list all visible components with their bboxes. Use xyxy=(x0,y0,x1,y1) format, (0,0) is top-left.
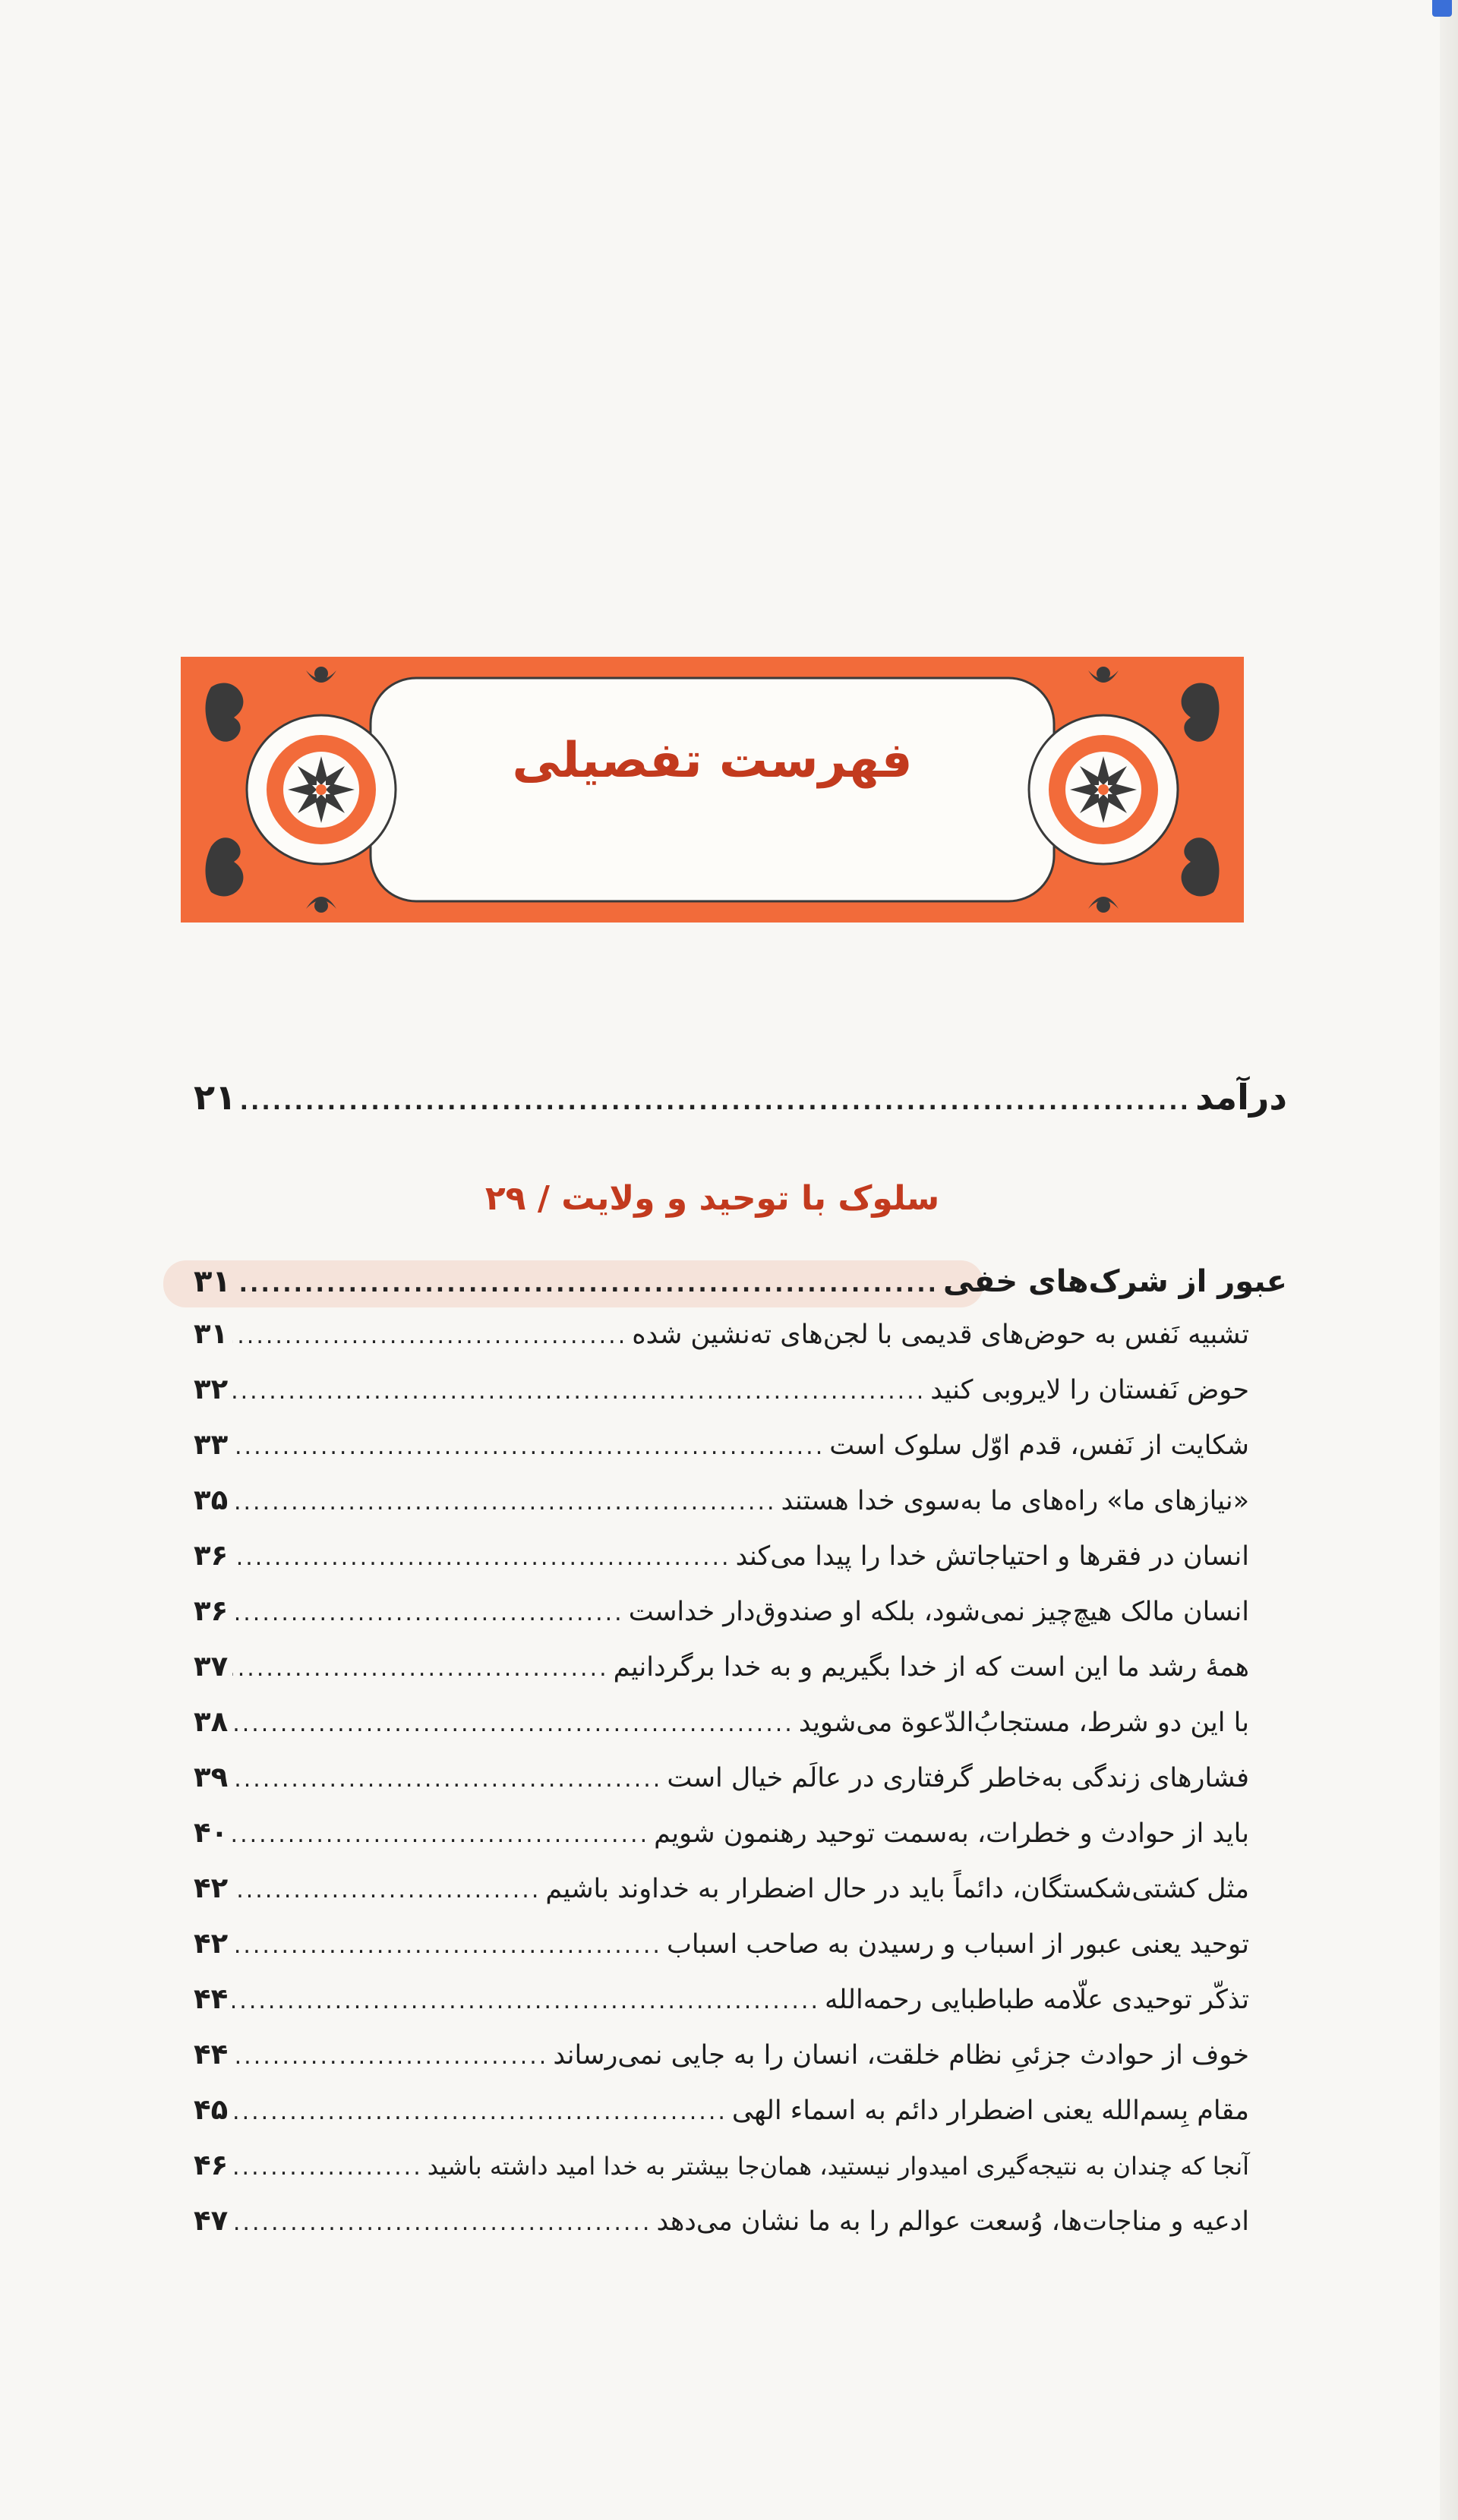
leader-dots xyxy=(232,1932,662,1959)
leader-dots xyxy=(232,1378,926,1405)
leader-dots xyxy=(232,2043,548,2070)
toc-item-page: ۴۴ xyxy=(194,1982,229,2015)
toc-item[interactable] xyxy=(194,1484,1249,1516)
toc-item-label: انسان در فقرها و احتیاجاتش خدا را پیدا می‌کند xyxy=(735,1541,1249,1572)
leader-dots xyxy=(232,2154,423,2181)
toc-item[interactable] xyxy=(194,1982,1249,2015)
toc-item-page: ۳۹ xyxy=(194,1761,229,1793)
toc-chapter-page: ۳۱ xyxy=(194,1264,231,1299)
toc-item-label: شکایت از نَفس، قدم اوّل سلوک است xyxy=(829,1430,1249,1461)
leader-dots xyxy=(232,1766,662,1793)
leader-dots xyxy=(232,1433,825,1460)
toc-item-page: ۳۳ xyxy=(194,1428,229,1461)
toc-item[interactable] xyxy=(194,1373,1249,1405)
toc-item-page: ۳۵ xyxy=(194,1484,229,1516)
toc-item-label: ادعیه و مناجات‌ها، وُسعت عوالم را به ما نشان می‌دهد xyxy=(656,2206,1249,2237)
toc-item-page: ۴۶ xyxy=(194,2149,229,2181)
toc-item-page: ۳۱ xyxy=(194,1317,229,1350)
toc-item-label: خوف از حوادث جزئیِ نظام خلقت، انسان را به جایی نمی‌رساند xyxy=(553,2040,1249,2071)
toc-item-label: مقام بِسم‌الله یعنی اضطرار دائم به اسماء الهی xyxy=(731,2096,1249,2126)
toc-item-label: حوض نَفستان را لایروبی کنید xyxy=(930,1375,1249,1405)
toc-item-label: باید از حوادث و خطرات، به‌سمت توحید رهنمون شویم xyxy=(654,1818,1249,1849)
toc-item-page: ۴۷ xyxy=(194,2204,229,2237)
part-heading: سلوک با توحید و ولایت / ۲۹ xyxy=(484,1179,940,1218)
toc-item[interactable] xyxy=(194,2204,1249,2237)
toc-item-label: آنجا که چندان به نتیجه‌گیری امیدوار نیستید، همان‌جا بیشتر به خدا امید داشته باشید xyxy=(427,2152,1249,2181)
leader-dots xyxy=(232,1489,776,1515)
leader-dots xyxy=(232,1988,820,2014)
leader-dots xyxy=(232,2209,652,2236)
page-edge xyxy=(1440,0,1458,2520)
toc-item-label: انسان مالک هیچ‌چیز نمی‌شود، بلکه او صندوق‌دار خداست xyxy=(628,1597,1249,1627)
leader-dots xyxy=(241,1089,1191,1115)
toc-item[interactable] xyxy=(194,1927,1249,1960)
toc-item-label: با این دو شرط، مستجابُ‌الدّعوة می‌شوید xyxy=(798,1708,1249,1738)
toc-item[interactable] xyxy=(194,1705,1249,1738)
toc-item-page: ۴۲ xyxy=(194,1927,229,1960)
toc-item[interactable] xyxy=(194,1594,1249,1627)
toc-chapter-row[interactable] xyxy=(194,1264,1287,1299)
toc-item-page: ۳۲ xyxy=(194,1373,229,1405)
leader-dots xyxy=(232,1655,608,1682)
toc-item[interactable] xyxy=(194,2093,1249,2126)
toc-item[interactable] xyxy=(194,1872,1249,1904)
toc-item[interactable] xyxy=(194,1761,1249,1793)
leader-dots xyxy=(232,1544,731,1571)
toc-item-page: ۳۶ xyxy=(194,1539,229,1572)
toc-item-page: ۴۰ xyxy=(194,1816,229,1849)
toc-item[interactable] xyxy=(194,2038,1249,2071)
toc-item[interactable] xyxy=(194,1816,1249,1849)
leader-dots xyxy=(232,1600,624,1626)
leader-dots xyxy=(232,2099,727,2125)
toc-item-label: «نیازهای ما» راه‌های ما به‌سوی خدا هستند xyxy=(781,1486,1249,1516)
toc-item[interactable] xyxy=(194,1428,1249,1461)
toc-item-label: تذکّر توحیدی علّامه طباطبایی رحمه‌الله xyxy=(824,1985,1249,2015)
toc-chapter-label: عبور از شرک‌های خفی xyxy=(943,1264,1287,1299)
leader-dots xyxy=(235,1271,939,1298)
toc-item-label: همهٔ رشد ما این است که از خدا بگیریم و به خدا برگردانیم xyxy=(613,1652,1249,1683)
leader-dots xyxy=(232,1821,649,1848)
page-title: فهرست تفصیلی xyxy=(512,733,913,789)
leader-dots xyxy=(232,1711,794,1737)
toc-item[interactable] xyxy=(194,1650,1249,1683)
toc-item-label: تشبیه نَفس به حوض‌های قدیمی با لجن‌های ته‌نشین شده xyxy=(632,1320,1249,1350)
toc-item-page: ۳۶ xyxy=(194,1594,229,1627)
toc-item[interactable] xyxy=(194,1317,1249,1350)
toc-item[interactable] xyxy=(194,2149,1249,2181)
toc-item[interactable] xyxy=(194,1539,1249,1572)
toc-item-page: ۴۵ xyxy=(194,2093,229,2126)
toc-item-label: مثل کشتی‌شکستگان، دائماً باید در حال اضطرار به خداوند باشیم xyxy=(545,1874,1249,1904)
toc-item-page: ۴۴ xyxy=(194,2038,229,2071)
ornamental-title-frame xyxy=(181,657,1244,923)
corner-mark xyxy=(1432,0,1452,17)
toc-item-page: ۳۷ xyxy=(194,1650,229,1683)
leader-dots xyxy=(232,1877,541,1903)
toc-intro-row[interactable] xyxy=(194,1077,1287,1118)
toc-intro-page: ۲۱ xyxy=(194,1077,237,1118)
toc-intro-label: درآمد xyxy=(1195,1077,1287,1118)
toc-item-page: ۴۲ xyxy=(194,1872,229,1904)
leader-dots xyxy=(232,1323,627,1349)
toc-item-label: توحید یعنی عبور از اسباب و رسیدن به صاحب اسباب xyxy=(666,1929,1249,1960)
toc-item-label: فشارهای زندگی به‌خاطر گرفتاری در عالَم خیال است xyxy=(667,1763,1249,1793)
toc-item-page: ۳۸ xyxy=(194,1705,229,1738)
